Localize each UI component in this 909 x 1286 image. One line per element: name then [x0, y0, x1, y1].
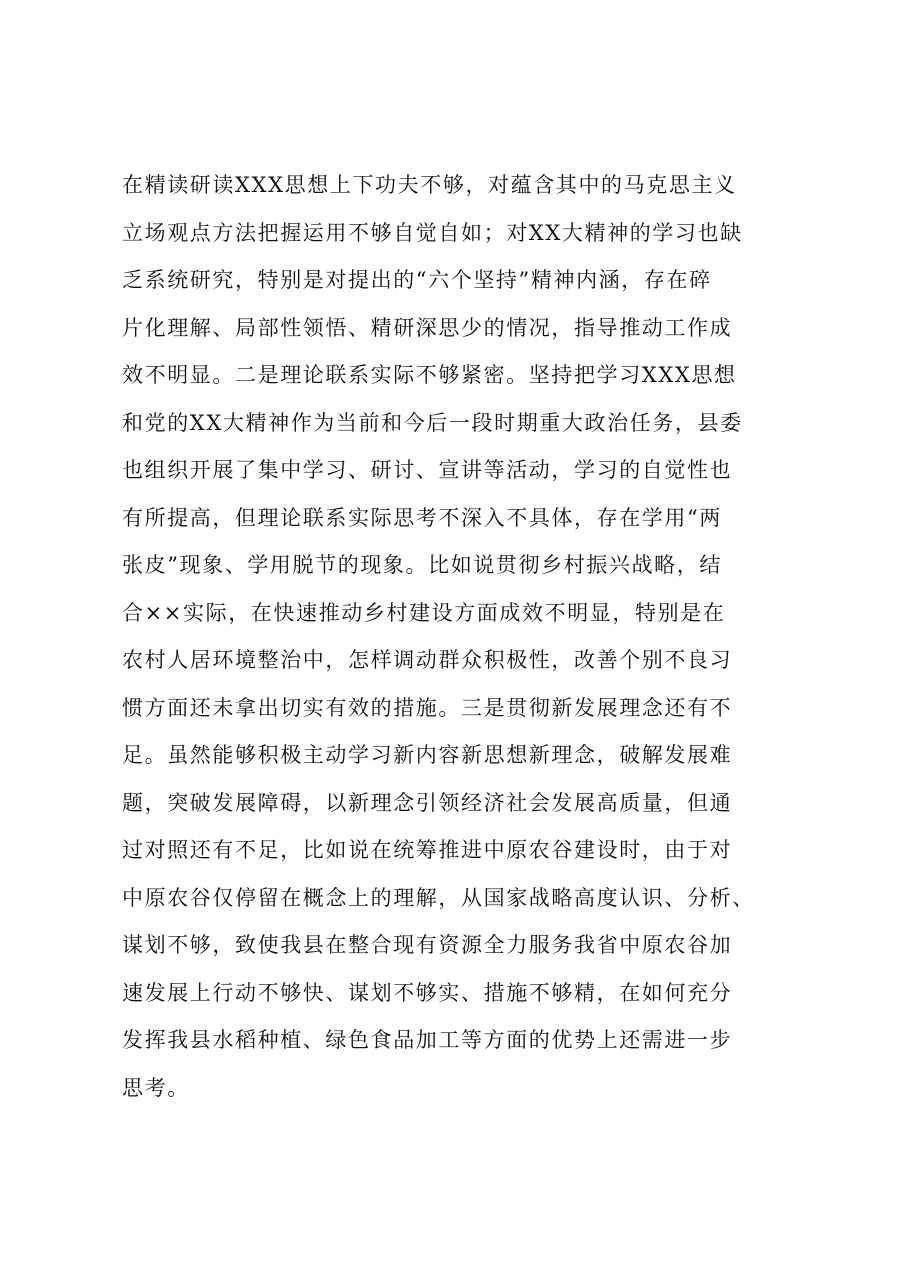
- paragraph-line-8: 有所提高，但理论联系实际思考不深入不具体，存在学用“两: [122, 505, 722, 530]
- paragraph-line-5: 效不明显。二是理论联系实际不够紧密。坚持把学习XXX思想: [122, 363, 737, 387]
- paragraph-line-1: 在精读研读XXX思想上下功夫不够，对蕴含其中的马克思主义: [122, 173, 737, 197]
- paragraph-line-6: 和党的XX大精神作为当前和今后一段时期重大政治任务，县委: [122, 410, 743, 435]
- paragraph-line-4: 片化理解、局部性领悟、精研深思少的情况，指导推动工作成: [122, 315, 733, 340]
- paragraph-line-9: 张皮”现象、学用脱节的现象。比如说贯彻乡村振兴战略，结: [122, 553, 722, 577]
- paragraph-line-12: 惯方面还未拿出切实有效的措施。三是贯彻新发展理念还有不: [122, 695, 733, 720]
- paragraph-line-16: 中原农谷仅停留在概念上的理解，从国家战略高度认识、分析、: [122, 885, 755, 910]
- paragraph-line-7: 也组织开展了集中学习、研讨、宣讲等活动，学习的自觉性也: [122, 458, 733, 482]
- paragraph-line-13: 足。虽然能够积极主动学习新内容新思想新理念，破解发展难: [122, 743, 733, 767]
- paragraph-line-17: 谋划不够，致使我县在整合现有资源全力服务我省中原农谷加: [122, 933, 733, 957]
- paragraph-line-3: 乏系统研究，特别是对提出的“六个坚持”精神内涵，存在碎: [122, 268, 712, 292]
- paragraph-line-2: 立场观点方法把握运用不够自觉自如；对XX大精神的学习也缺: [122, 220, 743, 245]
- paragraph-line-15: 过对照还有不足，比如说在统筹推进中原农谷建设时，由于对: [122, 838, 733, 862]
- paragraph-line-11: 农村人居环境整治中，怎样调动群众积极性，改善个别不良习: [122, 648, 733, 672]
- paragraph-line-20: 思考。: [122, 1075, 190, 1100]
- paragraph-line-18: 速发展上行动不够快、谋划不够实、措施不够精，在如何充分: [122, 980, 733, 1005]
- paragraph-line-10: 合××实际，在快速推动乡村建设方面成效不明显，特别是在: [122, 600, 726, 625]
- paragraph-line-19: 发挥我县水稻种植、绿色食品加工等方面的优势上还需进一步: [122, 1028, 733, 1052]
- paragraph-line-14: 题，突破发展障碍，以新理念引领经济社会发展高质量，但通: [122, 790, 733, 815]
- body-paragraph: [122, 162, 822, 1112]
